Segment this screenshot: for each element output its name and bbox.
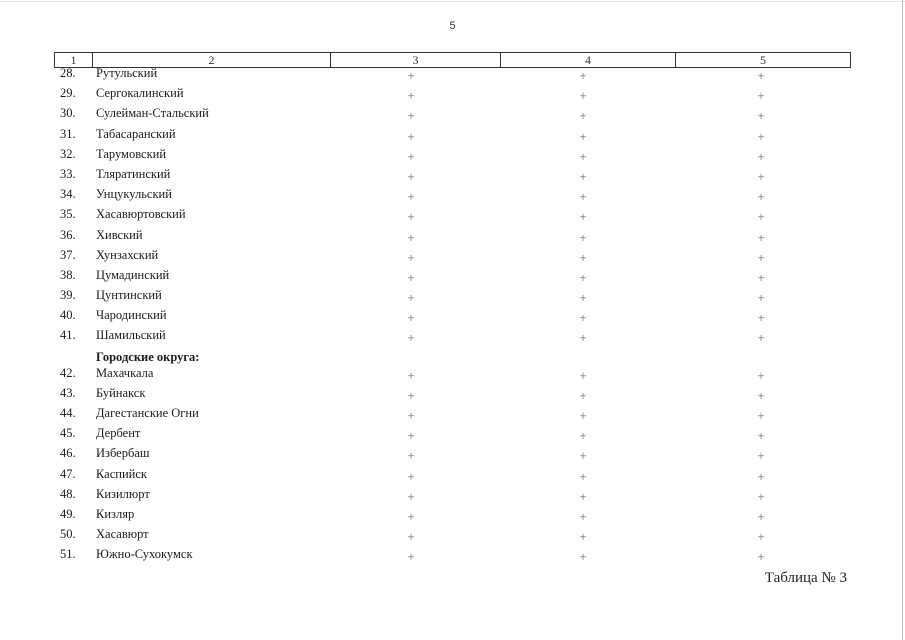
row-col4-mark: + (579, 229, 587, 245)
row-col5-mark: + (757, 448, 765, 464)
row-col4-mark: + (579, 108, 587, 124)
row-col5-mark: + (757, 330, 765, 346)
row-col5-mark: + (757, 428, 765, 444)
table-row (54, 64, 851, 84)
row-name: Кизилюрт (96, 486, 150, 501)
row-col3-mark: + (407, 448, 415, 464)
table-row (54, 485, 851, 505)
row-col3-mark: + (407, 128, 415, 144)
table-row (54, 125, 851, 145)
row-col4-mark: + (579, 189, 587, 205)
row-col4-mark: + (579, 310, 587, 326)
page-number: 5 (449, 20, 456, 32)
row-col5-mark: + (757, 148, 765, 164)
row-number: 49. (60, 506, 76, 521)
scan-edge-top (0, 1, 905, 2)
row-number: 45. (60, 426, 76, 441)
row-col3-mark: + (407, 428, 415, 444)
row-col4-mark: + (579, 249, 587, 265)
row-name: Махачкала (96, 365, 154, 380)
table-row (54, 424, 851, 444)
row-number: 31. (60, 126, 76, 141)
header-cell-2: 2 (93, 53, 331, 67)
table-row (54, 205, 851, 225)
row-col5-mark: + (757, 269, 765, 285)
row-number: 33. (60, 166, 76, 181)
row-name: Сергокалинский (96, 86, 184, 101)
row-number: 30. (60, 106, 76, 121)
row-number: 35. (60, 207, 76, 222)
row-col4-mark: + (579, 168, 587, 184)
rows-city-districts (54, 364, 851, 566)
row-name: Унцукульский (96, 187, 172, 202)
row-col5-mark: + (757, 310, 765, 326)
scan-edge-right (902, 0, 903, 640)
row-col5-mark: + (757, 168, 765, 184)
row-col3-mark: + (407, 508, 415, 524)
table-row (54, 165, 851, 185)
row-col5-mark: + (757, 209, 765, 225)
row-col3-mark: + (407, 488, 415, 504)
row-number: 29. (60, 86, 76, 101)
row-col4-mark: + (579, 128, 587, 144)
row-col4-mark: + (579, 508, 587, 524)
row-col4-mark: + (579, 387, 587, 403)
row-name: Шамильский (96, 328, 166, 343)
row-name: Буйнакск (96, 385, 146, 400)
row-col3-mark: + (407, 168, 415, 184)
row-col5-mark: + (757, 367, 765, 383)
rows-districts (54, 64, 851, 347)
table-row (54, 404, 851, 424)
row-name: Сулейман-Стальский (96, 106, 209, 121)
header-cell-1: 1 (55, 53, 93, 67)
row-col3-mark: + (407, 468, 415, 484)
row-col4-mark: + (579, 549, 587, 565)
row-col4-mark: + (579, 488, 587, 504)
row-col5-mark: + (757, 68, 765, 83)
row-number: 48. (60, 486, 76, 501)
row-col3-mark: + (407, 408, 415, 423)
header-cell-4: 4 (501, 53, 676, 67)
row-number: 39. (60, 288, 76, 303)
row-number: 28. (60, 66, 76, 80)
header-cell-5: 5 (760, 53, 766, 67)
row-number: 51. (60, 547, 76, 562)
row-number: 44. (60, 406, 76, 420)
row-name: Каспийск (96, 466, 147, 481)
row-col4-mark: + (579, 529, 587, 545)
row-col4-mark: + (579, 428, 587, 444)
row-name: Кизляр (96, 506, 135, 521)
row-number: 50. (60, 527, 76, 542)
row-number: 43. (60, 385, 76, 400)
row-col5-mark: + (757, 249, 765, 265)
row-number: 32. (60, 146, 76, 161)
row-number: 36. (60, 227, 76, 242)
row-col5-mark: + (757, 549, 765, 565)
row-col4-mark: + (579, 330, 587, 346)
table-row (54, 246, 851, 266)
table-row (54, 306, 851, 326)
row-col4-mark: + (579, 408, 587, 423)
row-name: Хунзахский (96, 247, 159, 262)
row-name: Избербаш (96, 446, 150, 461)
row-name: Тляратинский (96, 166, 171, 181)
row-col5-mark: + (757, 229, 765, 245)
next-table-caption: Таблица № 3 (764, 570, 847, 586)
row-col5-mark: + (757, 408, 765, 423)
row-col5-mark: + (757, 387, 765, 403)
row-col5-mark: + (757, 189, 765, 205)
row-col3-mark: + (407, 387, 415, 403)
row-number: 46. (60, 446, 76, 461)
row-col5-mark: + (757, 529, 765, 545)
row-col4-mark: + (579, 468, 587, 484)
row-col5-mark: + (757, 290, 765, 306)
row-col3-mark: + (407, 367, 415, 383)
table-row (54, 326, 851, 346)
row-col5-mark: + (757, 468, 765, 484)
row-col4-mark: + (579, 88, 587, 104)
row-name: Тарумовский (96, 146, 167, 161)
table-row (54, 364, 851, 384)
row-col3-mark: + (407, 189, 415, 205)
row-col3-mark: + (407, 330, 415, 346)
row-col3-mark: + (407, 88, 415, 104)
row-col4-mark: + (579, 448, 587, 464)
row-col3-mark: + (407, 108, 415, 124)
row-number: 38. (60, 267, 76, 282)
row-number: 40. (60, 308, 76, 323)
row-col3-mark: + (407, 68, 415, 83)
row-col5-mark: + (757, 508, 765, 524)
row-col4-mark: + (579, 68, 587, 83)
table-row (54, 226, 851, 246)
header-cell-3: 3 (331, 53, 501, 67)
row-col3-mark: + (407, 229, 415, 245)
table-row (54, 266, 851, 286)
row-name: Дагестанские Огни (96, 406, 199, 420)
row-col5-mark: + (757, 108, 765, 124)
row-col5-mark: + (757, 488, 765, 504)
table-row (54, 185, 851, 205)
row-name: Цунтинский (96, 288, 162, 303)
row-col4-mark: + (579, 367, 587, 383)
row-col3-mark: + (407, 290, 415, 306)
row-col4-mark: + (579, 290, 587, 306)
row-col3-mark: + (407, 529, 415, 545)
row-name: Хасавюртовский (96, 207, 186, 222)
row-name: Чародинский (96, 308, 167, 323)
row-col3-mark: + (407, 549, 415, 565)
row-number: 41. (60, 328, 76, 343)
row-col4-mark: + (579, 209, 587, 225)
table-row (54, 444, 851, 464)
table-row (54, 465, 851, 485)
table-row (54, 525, 851, 545)
row-col5-mark: + (757, 128, 765, 144)
table-row (54, 384, 851, 404)
table-row (54, 84, 851, 104)
section-title: Городские округа: (96, 349, 200, 364)
table-body (54, 64, 851, 566)
row-name: Южно-Сухокумск (96, 547, 193, 562)
table-row (54, 145, 851, 165)
row-number: 42. (60, 365, 76, 380)
row-col4-mark: + (579, 148, 587, 164)
row-number: 47. (60, 466, 76, 481)
row-number: 37. (60, 247, 76, 262)
row-col3-mark: + (407, 249, 415, 265)
table-row (54, 286, 851, 306)
row-col3-mark: + (407, 148, 415, 164)
row-col3-mark: + (407, 209, 415, 225)
row-name: Дербент (96, 426, 141, 441)
row-name: Хасавюрт (96, 527, 149, 542)
row-name: Цумадинский (96, 267, 170, 282)
row-col3-mark: + (407, 269, 415, 285)
section-row (54, 347, 851, 364)
row-name: Рутульский (96, 66, 158, 80)
table-row (54, 545, 851, 565)
table-row (54, 505, 851, 525)
row-name: Табасаранский (96, 126, 176, 141)
row-col5-mark: + (757, 88, 765, 104)
row-col3-mark: + (407, 310, 415, 326)
row-name: Хивский (96, 227, 143, 242)
table-row (54, 104, 851, 124)
row-col4-mark: + (579, 269, 587, 285)
row-number: 34. (60, 187, 76, 202)
